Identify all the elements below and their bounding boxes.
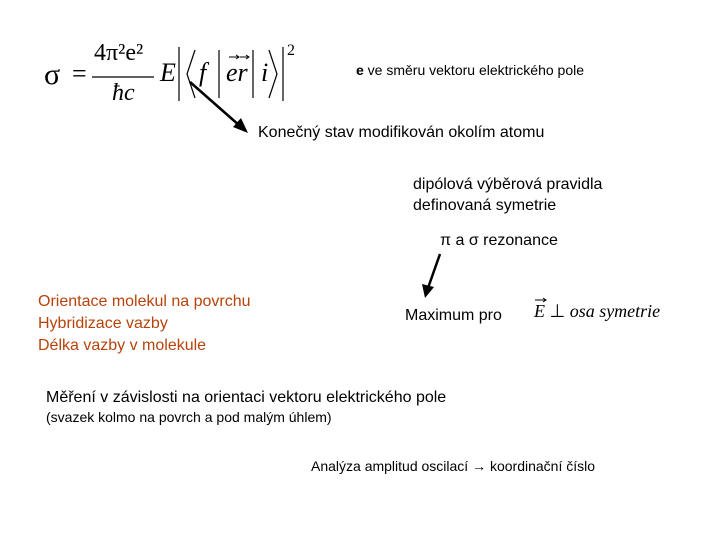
formula-f: f	[199, 58, 207, 87]
formula-i: i	[261, 58, 269, 87]
e-direction-text: ve směru vektoru elektrického pole	[363, 62, 585, 78]
dipole-rules-line2: definovaná symetrie	[413, 197, 557, 214]
measurement-note: Měření v závislosti na orientaci vektoru elektrického pole	[46, 389, 447, 406]
resonance-note: π a σ rezonance	[440, 232, 558, 249]
maximum-pro-label: Maximum pro	[405, 307, 502, 324]
equals-sign: =	[72, 59, 87, 88]
formula-er: er	[226, 58, 248, 87]
e-vector-symbol: E	[534, 301, 545, 321]
formula-exponent: 2	[287, 42, 295, 59]
formula-E: E	[160, 58, 176, 87]
formula-denominator: ħc	[112, 80, 135, 106]
e-direction-note	[356, 62, 584, 78]
analysis-note: Analýza amplitud oscilací → koordinační číslo	[311, 458, 596, 474]
bracket-right	[269, 50, 277, 98]
measurement-subnote: (svazek kolmo na povrch a pod malým úhlem)	[46, 409, 332, 425]
bracket-left	[187, 50, 195, 98]
application-item: Hybridizace vazby	[38, 315, 168, 332]
application-item: Délka vazby v molekule	[38, 337, 207, 354]
e-bold: e	[356, 62, 364, 78]
sigma-symbol: σ	[44, 58, 61, 91]
resonance-arrow	[428, 254, 440, 288]
symmetry-axis-text: osa symetrie	[569, 301, 661, 321]
perp-symbol: ⊥	[549, 301, 566, 321]
dipole-rules-line1: dipólová výběrová pravidla	[413, 176, 603, 193]
formula-numerator: 4π²e²	[94, 40, 144, 66]
application-item: Orientace molekul na povrchu	[38, 293, 251, 310]
final-state-note: Konečný stav modifikován okolím atomu	[258, 124, 545, 141]
e-perp-symmetry	[534, 301, 660, 322]
final-state-arrow	[190, 82, 240, 126]
